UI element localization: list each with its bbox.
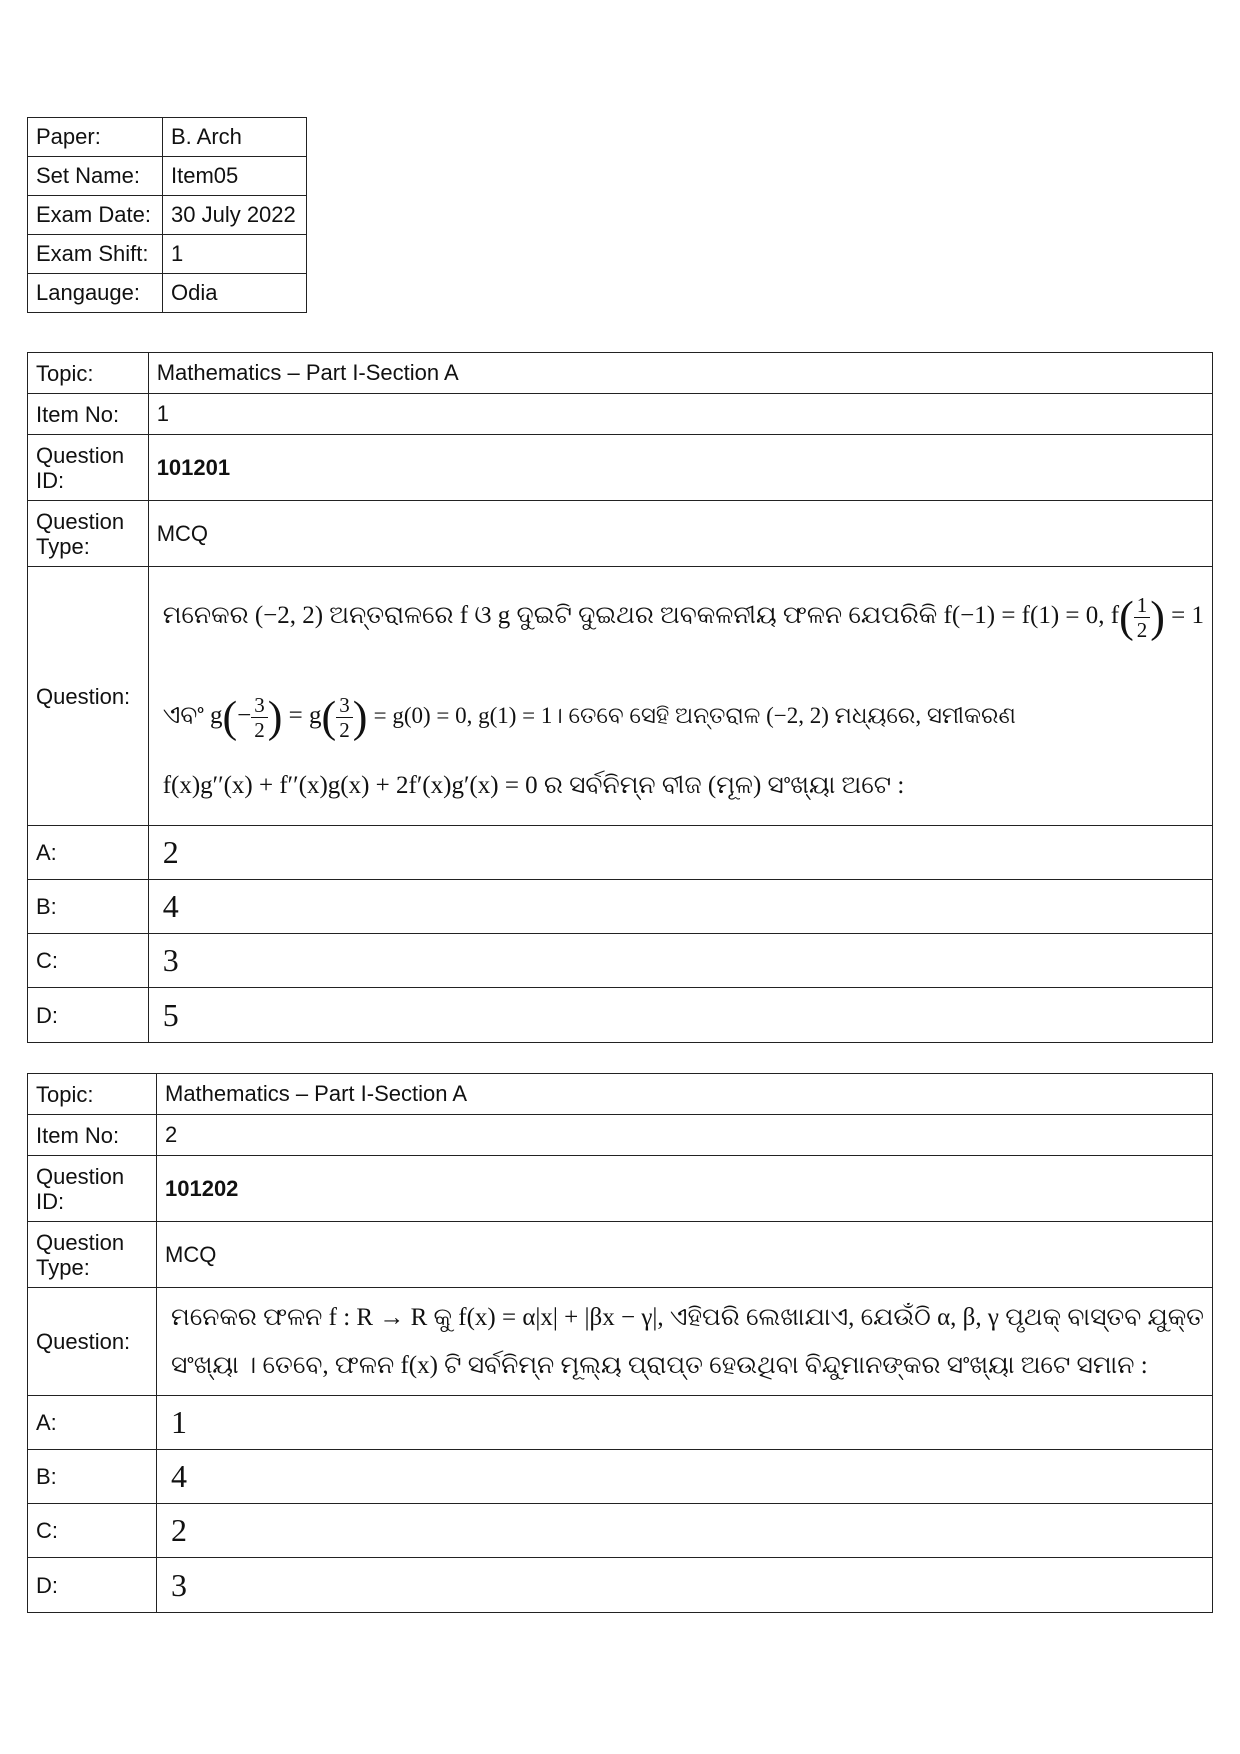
question-type-label: Question Type: <box>28 501 149 567</box>
exam-info-table <box>27 117 307 313</box>
q1-line-2-prefix: ଏବଂ g <box>162 702 223 729</box>
q1-question-id: 101201 <box>148 435 1212 501</box>
paper-value: B. Arch <box>163 118 307 157</box>
exam-date-label: Exam Date: <box>28 196 163 235</box>
paper-label: Paper: <box>28 118 163 157</box>
option-d-label: D: <box>28 1558 157 1613</box>
set-name-label: Set Name: <box>28 157 163 196</box>
q2-option-c: 2 <box>157 1504 1213 1558</box>
q1-item-no: 1 <box>148 394 1212 435</box>
question-1-table <box>27 352 1213 1043</box>
set-name-value: Item05 <box>163 157 307 196</box>
question-type-label: Question Type: <box>28 1222 157 1288</box>
q2-question-type: MCQ <box>157 1222 1213 1288</box>
q1-line-3: f(x)g′′(x) + f′′(x)g(x) + 2f′(x)g′(x) = 0 ର ସର୍ବନିମ୍ନ ବୀଜ (ମୂଳ) ସଂଖ୍ୟା ଅଟେ : <box>162 772 905 799</box>
q2-question-id: 101202 <box>157 1156 1213 1222</box>
question-label: Question: <box>28 1288 157 1396</box>
option-c-label: C: <box>28 1504 157 1558</box>
q2-line-1: ମନେକର ଫଳନ f : R → R କୁ f(x) = α|x| + |βx − γ|, ଏହିପରି ଲେଖାଯାଏ, ଯେଉଁଠି α, β, γ ପୃଥକ୍ ବାସ୍ତବ ଯୁକ୍ତ <box>171 1303 1204 1331</box>
item-no-label: Item No: <box>28 394 149 435</box>
q2-line-2: ସଂଖ୍ୟା । ତେବେ, ଫଳନ f(x) ଟି ସର୍ବନିମ୍ନ ମୂଲ୍ୟ ପ୍ରାପ୍ତ ହେଉଥିବା ବିନ୍ଦୁମାନଙ୍କର ସଂଖ୍ୟା ଅଟେ ସମାନ : <box>171 1351 1148 1379</box>
q1-option-d: 5 <box>148 988 1212 1043</box>
question-2-table <box>27 1073 1213 1613</box>
language-value: Odia <box>163 274 307 313</box>
fraction: $\frac{1}{2}$ <box>1134 593 1151 642</box>
topic-label: Topic: <box>28 353 149 394</box>
q2-option-d: 3 <box>157 1558 1213 1613</box>
language-label: Langauge: <box>28 274 163 313</box>
option-b-label: B: <box>28 880 149 934</box>
option-a-label: A: <box>28 1396 157 1450</box>
q1-line-2: ଏବଂ g(− $\frac{3}{2}$ ) = g( $\frac{3}{2}$ ) = g(0) = 0, g(1) = 1। ତେବେ ସେହି ଅନ୍ତରାଳ (−2, 2) ମଧ୍ୟରେ, ସମୀକରଣ <box>162 692 1016 742</box>
question-id-label: Question ID: <box>28 1156 157 1222</box>
fraction: $\frac{3}{2}$ <box>251 693 268 742</box>
q2-topic: Mathematics – Part I-Section A <box>157 1074 1213 1115</box>
q2-option-a: 1 <box>157 1396 1213 1450</box>
topic-label: Topic: <box>28 1074 157 1115</box>
option-b-label: B: <box>28 1450 157 1504</box>
q1-line-1-prefix: ମନେକର (−2, 2) ଅନ୍ତରାଳରେ f ଓ g ଦୁଇଟି ଦୁଇଥର ଅବକଳନୀୟ ଫଳନ ଯେପରିକି f(−1) = f(1) = 0, f <box>162 602 1120 629</box>
q1-line-1: ମନେକର (−2, 2) ଅନ୍ତରାଳରେ f ଓ g ଦୁଇଟି ଦୁଇଥର ଅବକଳନୀୟ ଫଳନ ଯେପରିକି f(−1) = f(1) = 0, f( $\frac{1}{2}$ ) = 1 <box>162 592 1204 642</box>
exam-info-row <box>28 196 307 235</box>
option-a-label: A: <box>28 826 149 880</box>
q1-question-text <box>148 567 1212 826</box>
q2-option-b: 4 <box>157 1450 1213 1504</box>
q1-line-2-mid: = g <box>288 702 322 729</box>
item-no-label: Item No: <box>28 1115 157 1156</box>
q2-question-text <box>157 1288 1213 1396</box>
q1-option-c: 3 <box>148 934 1212 988</box>
exam-shift-value: 1 <box>163 235 307 274</box>
q1-topic: Mathematics – Part I-Section A <box>148 353 1212 394</box>
option-d-label: D: <box>28 988 149 1043</box>
q2-item-no: 2 <box>157 1115 1213 1156</box>
question-label: Question: <box>28 567 149 826</box>
q1-line-1-suffix: = 1 <box>1171 602 1204 629</box>
exam-info-row <box>28 235 307 274</box>
question-id-label: Question ID: <box>28 435 149 501</box>
option-c-label: C: <box>28 934 149 988</box>
exam-info-row <box>28 157 307 196</box>
exam-date-value: 30 July 2022 <box>163 196 307 235</box>
q1-option-a: 2 <box>148 826 1212 880</box>
q1-question-type: MCQ <box>148 501 1212 567</box>
exam-info-row <box>28 118 307 157</box>
q1-line-2-suffix: = g(0) = 0, g(1) = 1। ତେବେ ସେହି ଅନ୍ତରାଳ (−2, 2) ମଧ୍ୟରେ, ସମୀକରଣ <box>373 703 1016 728</box>
exam-shift-label: Exam Shift: <box>28 235 163 274</box>
q1-option-b: 4 <box>148 880 1212 934</box>
fraction: $\frac{3}{2}$ <box>336 693 353 742</box>
exam-info-row <box>28 274 307 313</box>
